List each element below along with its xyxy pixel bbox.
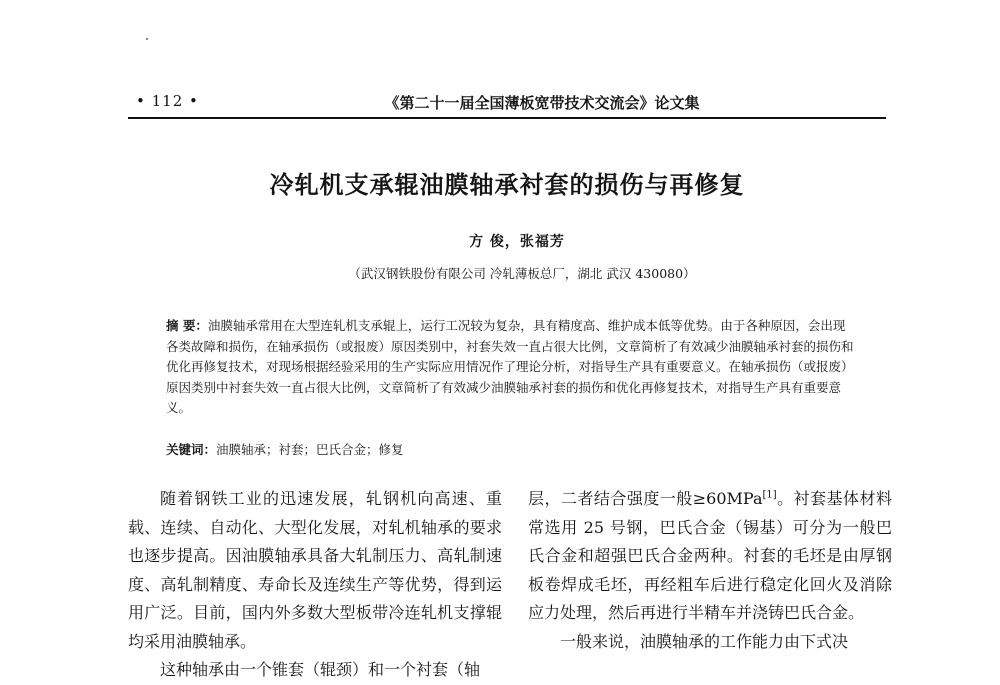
paragraph: 这种轴承由一个锥套（辊颈）和一个衬套（轴: [160, 660, 481, 679]
affiliation: （武汉钢铁股份有限公司 冷轧薄板总厂，湖北 武汉 430080）: [348, 266, 696, 281]
keywords-label: 关键词：: [166, 442, 217, 457]
abstract-label: 摘 要：: [166, 318, 208, 333]
header-rule: [128, 117, 886, 119]
paragraph: 一般来说，油膜轴承的工作能力由下式决: [560, 631, 849, 651]
journal-title: 《第二十一届全国薄板宽带技术交流会》论文集: [384, 94, 700, 112]
body-column-left: [128, 485, 502, 685]
paragraph: [528, 485, 892, 628]
paragraph: 随着钢铁工业的迅速发展，轧钢机向高速、重载、连续、自动化、大型化发展，对轧机轴承的要求也逐步提高。因油膜轴承具备大轧制压力、高轧制速度、高轧制精度、寿命长及连续生产等优势，得到运用广泛。目前，国内外多数大型板带冷连轧机支撑辊均采用油膜轴承。: [128, 489, 502, 651]
abstract: [166, 316, 856, 419]
scan-speck: [146, 38, 148, 40]
citation-ref: [1]: [762, 489, 777, 501]
keywords-text: 油膜轴承；衬套；巴氏合金；修复: [216, 442, 404, 457]
paragraph-text: 层，二者结合强度一般≥60MPa: [528, 489, 763, 508]
page-number: • 112 •: [136, 92, 199, 110]
running-header: [128, 92, 886, 118]
abstract-text: 油膜轴承常用在大型连轧机支承辊上，运行工况较为复杂，具有精度高、维护成本低等优势。由于各种原因，会出现各类故障和损伤，在轴承损伤（或报废）原因类别中，衬套失效一直占很大比例，文章简析了有效减少油膜轴承衬套的损伤和优化再修复技术，对现场根据经验采用的生产实际应用情况作了理论分析，对指导生产具有重要意义。在轴承损伤（或报废）原因类别中衬套失效一直占很大比例，文章简析了有效减少油膜轴承衬套的损伤和优化再修复技术，对指导生产具有重要意义。: [166, 318, 854, 415]
article-title: 冷轧机支承辊油膜轴承衬套的损伤与再修复: [269, 171, 745, 199]
body-column-right: [528, 485, 892, 656]
keywords: [166, 440, 856, 460]
authors: 方 俊，张福芳: [469, 234, 565, 250]
paragraph-text: 。衬套基体材料常选用 25 号钢，巴氏合金（锡基）可分为一般巴氏合金和超强巴氏合金两种。衬套的毛坯是由厚钢板卷焊成毛坯，再经粗车后进行稳定化回火及消除应力处理，然后再进行半精车并浇铸巴氏合金。: [528, 489, 892, 622]
